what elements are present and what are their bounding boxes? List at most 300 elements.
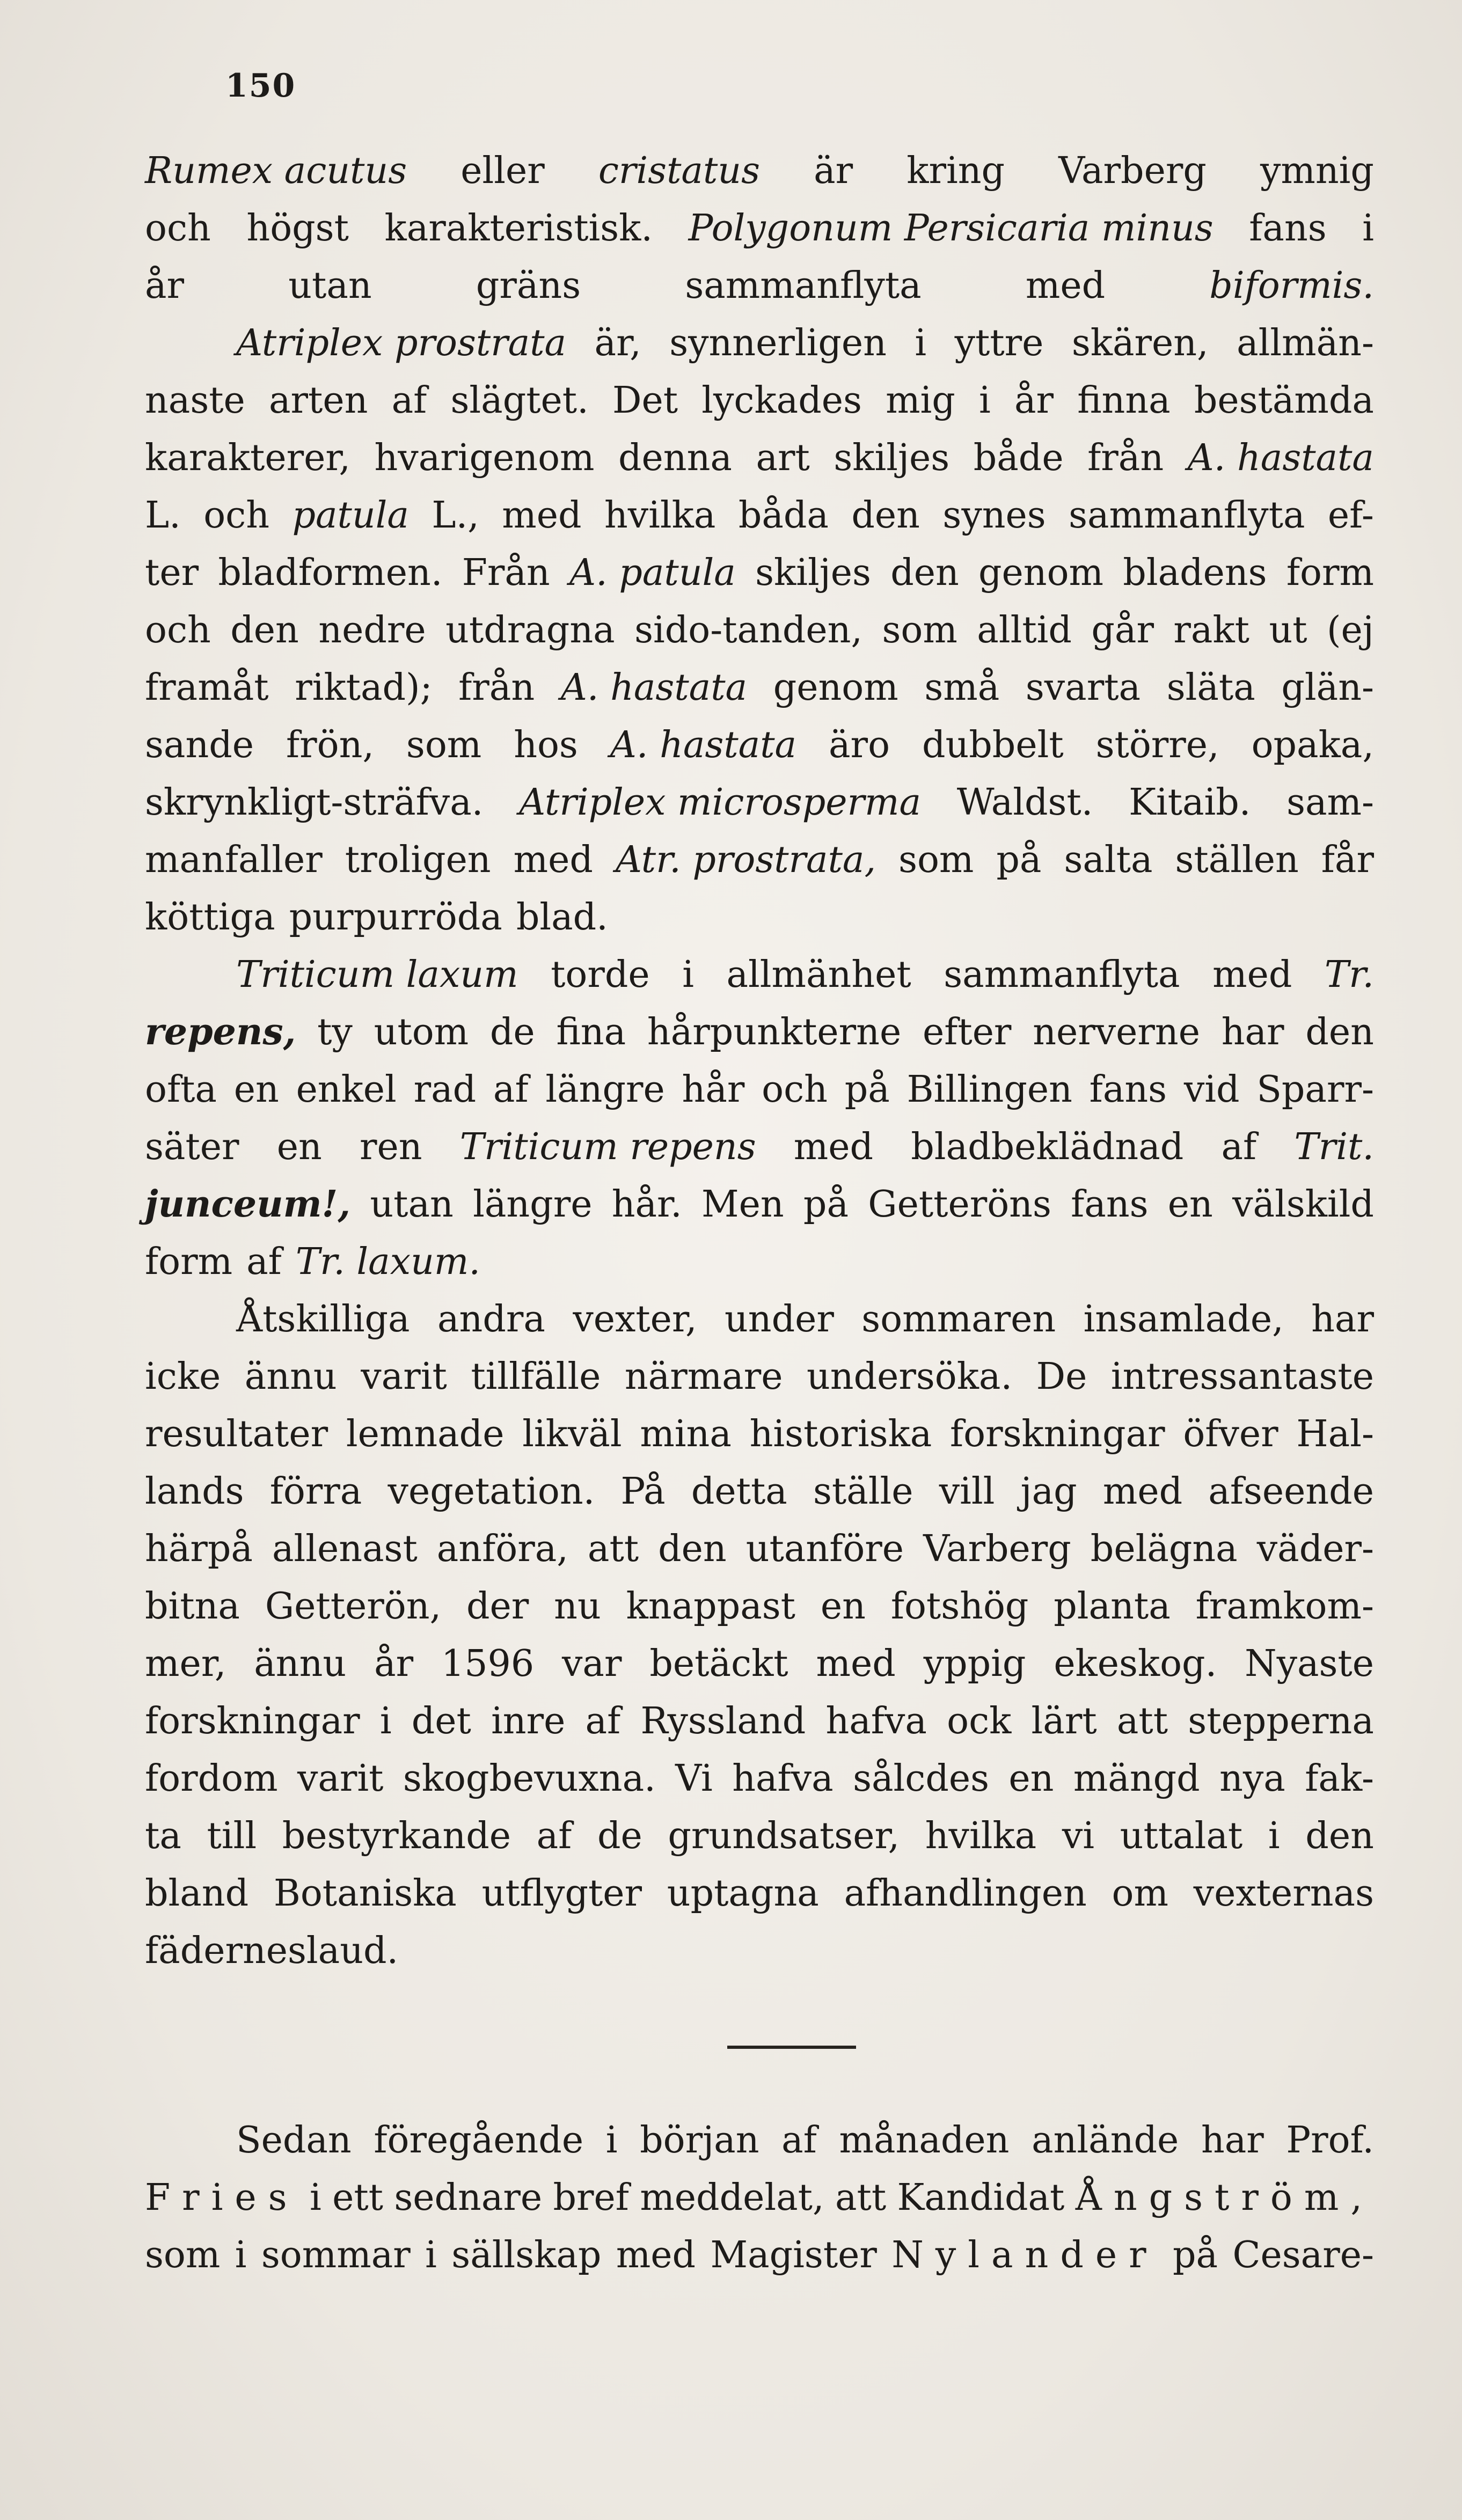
word: går xyxy=(1091,609,1154,651)
word: Botaniska xyxy=(273,1872,457,1915)
word: med xyxy=(1212,954,1292,996)
word: af xyxy=(391,379,427,422)
word: efter xyxy=(922,1011,1012,1053)
word: utan xyxy=(370,1183,454,1226)
word: hvarigenom xyxy=(374,437,595,479)
word: arten xyxy=(269,379,368,422)
word: Sedan xyxy=(236,2119,352,2162)
text-line xyxy=(145,314,1374,372)
text-line xyxy=(145,1922,1374,1980)
text-line xyxy=(145,946,1374,1003)
word: slägtet. xyxy=(450,379,589,422)
word: opaka, xyxy=(1251,724,1374,766)
word: purpurröda xyxy=(289,896,502,939)
word: denna xyxy=(618,437,732,479)
word: lands xyxy=(145,1470,244,1513)
word: Atr. prostrata, xyxy=(615,839,876,881)
word: med xyxy=(816,1643,896,1685)
word: biformis. xyxy=(1209,265,1374,307)
word: hafva xyxy=(825,1700,927,1742)
word: gräns xyxy=(476,265,581,307)
word: Triticum repens xyxy=(459,1126,756,1168)
word: Ångström, xyxy=(1075,2177,1374,2219)
text-line xyxy=(145,1693,1374,1750)
word: inre xyxy=(491,1700,566,1742)
word: anföra, xyxy=(436,1528,568,1570)
word: L. xyxy=(145,494,181,537)
word: varit xyxy=(297,1757,384,1800)
word: af xyxy=(536,1815,572,1857)
word: repens, xyxy=(145,1010,296,1053)
word: blad. xyxy=(516,896,608,939)
word: om xyxy=(1112,1872,1168,1915)
word: hår. xyxy=(611,1183,682,1226)
word: allmän- xyxy=(1237,322,1374,364)
word: ta xyxy=(145,1815,181,1857)
word: vexternas xyxy=(1193,1872,1374,1915)
word: meddelat, xyxy=(640,2177,824,2219)
word: L., xyxy=(432,494,479,537)
word: att xyxy=(587,1528,639,1570)
word: vid xyxy=(1183,1068,1240,1111)
word: Tr. xyxy=(1324,954,1374,996)
word: forskningar xyxy=(145,1700,360,1742)
paragraph xyxy=(145,946,1374,1291)
word: år xyxy=(1014,379,1054,422)
word: fäderneslaud. xyxy=(145,1930,399,1972)
word: i xyxy=(979,379,991,422)
word: hafva xyxy=(732,1757,834,1800)
word: i xyxy=(1268,1815,1280,1857)
word: grundsatser, xyxy=(668,1815,900,1857)
word: fans xyxy=(1071,1183,1149,1226)
word: på xyxy=(803,1183,849,1226)
word: får xyxy=(1321,839,1374,881)
word: Waldst. xyxy=(956,781,1093,824)
word: de xyxy=(489,1011,535,1053)
word: rad xyxy=(413,1068,477,1111)
word: intressantaste xyxy=(1110,1356,1374,1398)
word: större, xyxy=(1095,724,1219,766)
word: ställe xyxy=(813,1470,913,1513)
word: mängd xyxy=(1073,1757,1200,1800)
word: uptagna xyxy=(667,1872,819,1915)
word: som xyxy=(145,2234,221,2276)
word: uttalat xyxy=(1120,1815,1243,1857)
word: planta xyxy=(1054,1585,1171,1628)
word: ännu xyxy=(254,1643,347,1685)
word: är, xyxy=(594,322,641,364)
word: nerverne xyxy=(1033,1011,1200,1053)
word: hårpunkterne xyxy=(647,1011,902,1053)
word: högst xyxy=(246,207,349,250)
word: enkel xyxy=(296,1068,397,1111)
word: synes xyxy=(942,494,1046,537)
word: hvilka xyxy=(604,494,716,537)
word: belägna xyxy=(1090,1528,1238,1570)
word: ännu xyxy=(244,1356,337,1398)
word: frön, xyxy=(286,724,374,766)
word: dubbelt xyxy=(922,724,1064,766)
text-line xyxy=(145,372,1374,429)
word: art xyxy=(756,437,810,479)
word: resultater xyxy=(145,1413,328,1455)
text-line xyxy=(145,2226,1374,2284)
word: sammanflyta xyxy=(685,265,922,307)
word: sommar xyxy=(261,2234,411,2276)
word: nu xyxy=(554,1585,601,1628)
word: som xyxy=(882,609,957,651)
text-line xyxy=(145,602,1374,659)
word: cristatus xyxy=(598,150,760,192)
word: patula xyxy=(292,494,409,537)
word: båda xyxy=(738,494,829,537)
word: Det xyxy=(612,379,678,422)
word: i xyxy=(605,2119,618,2162)
word: Ryssland xyxy=(640,1700,806,1742)
word: har xyxy=(1221,1011,1284,1053)
word: föregående xyxy=(374,2119,584,2162)
word: på xyxy=(996,839,1042,881)
word: fans xyxy=(1089,1068,1167,1111)
word: 1596 xyxy=(441,1643,535,1685)
word: utom xyxy=(374,1011,469,1053)
text-line xyxy=(145,1176,1374,1233)
text-line xyxy=(145,1750,1374,1807)
word: Atriplex microsperma xyxy=(519,781,922,824)
text-line xyxy=(145,1635,1374,1693)
word: den xyxy=(1305,1011,1374,1053)
word: allmänhet xyxy=(726,954,911,996)
word: Magister xyxy=(710,2234,877,2276)
word: lyckades xyxy=(701,379,862,422)
word: eller xyxy=(460,150,545,192)
word: stepperna xyxy=(1188,1700,1374,1742)
word: fotshög xyxy=(890,1585,1029,1628)
word: säter xyxy=(145,1126,239,1168)
word: fak- xyxy=(1305,1757,1374,1800)
word: anlände xyxy=(1032,2119,1179,2162)
word: af xyxy=(493,1068,529,1111)
word: Nyaste xyxy=(1245,1643,1374,1685)
word: vegetation. xyxy=(388,1470,595,1513)
text-line xyxy=(145,1233,1374,1291)
word: år xyxy=(145,265,185,307)
word: Hal- xyxy=(1296,1413,1374,1455)
word: utdragna xyxy=(445,609,615,651)
text-line xyxy=(145,659,1374,716)
word: och xyxy=(145,609,211,651)
word: och xyxy=(762,1068,828,1111)
word: sällskap xyxy=(451,2234,602,2276)
text-line xyxy=(145,429,1374,487)
word: afhandlingen xyxy=(844,1872,1087,1915)
word: och xyxy=(203,494,270,537)
word: med xyxy=(616,2234,696,2276)
word: troligen xyxy=(345,839,491,881)
word: Triticum laxum xyxy=(236,954,518,996)
word: glän- xyxy=(1281,666,1374,709)
word: på xyxy=(1173,2234,1218,2276)
word: Rumex acutus xyxy=(145,150,407,192)
word: släta xyxy=(1166,666,1255,709)
word: i xyxy=(379,1700,392,1742)
text-line xyxy=(145,716,1374,774)
text-line xyxy=(145,200,1374,257)
word: karakteristisk. xyxy=(384,207,653,250)
word: Prof. xyxy=(1286,2119,1374,2162)
word: under xyxy=(724,1298,834,1340)
word: Cesare- xyxy=(1232,2234,1374,2276)
word: På xyxy=(620,1470,666,1513)
word: härpå xyxy=(145,1528,253,1570)
word: med xyxy=(513,839,593,881)
word: Nylander xyxy=(891,2234,1158,2276)
word: att xyxy=(835,2177,887,2219)
word: ock xyxy=(947,1700,1012,1742)
word: som xyxy=(406,724,482,766)
word: från xyxy=(1087,437,1164,479)
word: sam- xyxy=(1286,781,1374,824)
word: ef- xyxy=(1327,494,1374,537)
word: med xyxy=(502,494,582,537)
word: i xyxy=(1362,207,1374,250)
word: bestämda xyxy=(1194,379,1374,422)
word: af xyxy=(246,1241,282,1283)
word: i xyxy=(915,322,927,364)
word: sammanflyta xyxy=(944,954,1180,996)
word: hos xyxy=(514,724,578,766)
paragraph xyxy=(145,1291,1374,1980)
word: bestyrkande xyxy=(282,1815,511,1857)
word: en xyxy=(1008,1757,1054,1800)
text-line xyxy=(145,1061,1374,1118)
word: sednare xyxy=(394,2177,543,2219)
word: den xyxy=(1305,1815,1374,1857)
word: som xyxy=(898,839,974,881)
word: torde xyxy=(551,954,650,996)
word: i xyxy=(309,2177,321,2219)
word: den xyxy=(890,552,959,594)
word: längre xyxy=(545,1068,665,1111)
word: synnerligen xyxy=(669,322,887,364)
text-line xyxy=(145,831,1374,889)
word: mig xyxy=(886,379,955,422)
text-line xyxy=(145,1348,1374,1405)
word: riktad); xyxy=(295,666,433,709)
word: Varberg xyxy=(923,1528,1071,1570)
word: genom xyxy=(773,666,898,709)
word: framåt xyxy=(145,666,269,709)
word: vexter, xyxy=(573,1298,697,1340)
text-line xyxy=(145,1291,1374,1348)
word: nedre xyxy=(318,609,426,651)
word: form xyxy=(145,1241,233,1283)
word: yttre xyxy=(954,322,1044,364)
word: utan xyxy=(288,265,372,307)
word: karakterer, xyxy=(145,437,350,479)
word: den xyxy=(230,609,299,651)
word: historiska xyxy=(749,1413,932,1455)
word: af xyxy=(781,2119,817,2162)
text-line xyxy=(145,1807,1374,1865)
word: afseende xyxy=(1208,1470,1374,1513)
word: ty xyxy=(317,1011,353,1053)
word: finna xyxy=(1077,379,1171,422)
text-line xyxy=(145,257,1374,314)
word: bref xyxy=(553,2177,629,2219)
word: andra xyxy=(437,1298,545,1340)
word: och xyxy=(145,207,211,250)
word: nya xyxy=(1219,1757,1285,1800)
word: utanföre xyxy=(745,1528,904,1570)
paragraph xyxy=(145,142,1374,314)
word: med xyxy=(1102,1470,1183,1513)
word: ställen xyxy=(1175,839,1299,881)
word: skrynkligt-sträfva. xyxy=(145,781,484,824)
word: yppig xyxy=(923,1643,1026,1685)
word: vill xyxy=(939,1470,995,1513)
word: ekeskog. xyxy=(1054,1643,1217,1685)
word: på xyxy=(844,1068,890,1111)
word: Varberg xyxy=(1058,150,1207,192)
word: ter xyxy=(145,552,199,594)
word: en xyxy=(276,1126,322,1168)
word: Men xyxy=(701,1183,784,1226)
text-line xyxy=(145,774,1374,831)
word: närmare xyxy=(624,1356,783,1398)
lower-paragraph xyxy=(145,2112,1374,2284)
word: både xyxy=(973,437,1064,479)
word: Kitaib. xyxy=(1129,781,1251,824)
text-line xyxy=(145,544,1374,602)
word: sommaren xyxy=(861,1298,1056,1340)
text-line xyxy=(145,1463,1374,1520)
word: bitna xyxy=(145,1585,240,1628)
word: har xyxy=(1311,1298,1374,1340)
word: Atriplex prostrata xyxy=(236,322,567,364)
text-line xyxy=(145,1578,1374,1635)
word: månaden xyxy=(839,2119,1010,2162)
word: med xyxy=(1025,265,1106,307)
word: år xyxy=(374,1643,414,1685)
word: ren xyxy=(359,1126,422,1168)
word: den xyxy=(851,494,920,537)
word: Fries xyxy=(145,2177,299,2219)
word: A. hastata xyxy=(610,724,797,766)
word: der xyxy=(466,1585,529,1628)
word: ofta xyxy=(145,1068,217,1111)
word: utflygter xyxy=(481,1872,642,1915)
word: allenast xyxy=(272,1528,418,1570)
word: Polygonum Persicaria minus xyxy=(688,207,1214,250)
text-line xyxy=(145,1118,1374,1176)
text-line xyxy=(145,1003,1374,1061)
word: fans xyxy=(1249,207,1327,250)
text-line xyxy=(145,487,1374,544)
word: i xyxy=(235,2234,247,2276)
word: Vi xyxy=(675,1757,713,1800)
word: Getteröns xyxy=(868,1183,1051,1226)
paragraph xyxy=(145,314,1374,946)
word: A. hastata xyxy=(560,666,748,709)
word: Trit. xyxy=(1294,1126,1374,1168)
word: varit xyxy=(361,1356,447,1398)
word: fina xyxy=(556,1011,626,1053)
word: manfaller xyxy=(145,839,323,881)
word: förra xyxy=(269,1470,362,1513)
word: af xyxy=(585,1700,621,1742)
body-text xyxy=(145,142,1374,1980)
word: svarta xyxy=(1025,666,1141,709)
text-line xyxy=(145,2112,1374,2169)
word: bladbeklädnad xyxy=(911,1126,1184,1168)
word: salta xyxy=(1064,839,1153,881)
word: var xyxy=(561,1643,622,1685)
word: till xyxy=(207,1815,257,1857)
word: naste xyxy=(145,379,245,422)
word: väder- xyxy=(1256,1528,1374,1570)
word: öfver xyxy=(1183,1413,1278,1455)
word: fordom xyxy=(145,1757,278,1800)
word: icke xyxy=(145,1356,221,1398)
word: hår xyxy=(682,1068,745,1111)
word: Tr. laxum. xyxy=(295,1241,480,1283)
word: bladformen. xyxy=(218,552,443,594)
word: med xyxy=(793,1126,874,1168)
word: skären, xyxy=(1071,322,1209,364)
word: mer, xyxy=(145,1643,226,1685)
word: (ej xyxy=(1327,609,1374,651)
word: jag xyxy=(1020,1470,1077,1513)
word: sido-tanden, xyxy=(634,609,863,651)
word: köttiga xyxy=(145,896,275,939)
word: A. patula xyxy=(569,552,736,594)
word: Sparr- xyxy=(1256,1068,1374,1111)
word: undersöka. xyxy=(807,1356,1013,1398)
word: lärt xyxy=(1031,1700,1097,1742)
word: i xyxy=(682,954,694,996)
word: har xyxy=(1201,2119,1264,2162)
word: lemnade xyxy=(346,1413,505,1455)
word: ymnig xyxy=(1260,150,1374,192)
word: Billingen xyxy=(907,1068,1072,1111)
word: de xyxy=(597,1815,642,1857)
word: betäckt xyxy=(649,1643,788,1685)
word: vi xyxy=(1062,1815,1095,1857)
word: skiljes xyxy=(834,437,950,479)
text-line xyxy=(145,1865,1374,1922)
word: bland xyxy=(145,1872,249,1915)
word: sammanflyta xyxy=(1069,494,1305,537)
word: längre xyxy=(473,1183,593,1226)
word: en xyxy=(1167,1183,1213,1226)
word: Getterön, xyxy=(265,1585,442,1628)
word: forskningar xyxy=(949,1413,1165,1455)
word: af xyxy=(1221,1126,1257,1168)
word: skiljes xyxy=(755,552,871,594)
word: junceum!, xyxy=(145,1183,351,1226)
text-line xyxy=(145,142,1374,200)
word: detta xyxy=(691,1470,787,1513)
word: A. hastata xyxy=(1187,437,1374,479)
word: äro xyxy=(829,724,890,766)
page-number: 150 xyxy=(225,67,296,105)
word: är xyxy=(814,150,853,192)
word: alltid xyxy=(977,609,1072,651)
section-divider xyxy=(727,2046,856,2049)
word: början xyxy=(640,2119,759,2162)
